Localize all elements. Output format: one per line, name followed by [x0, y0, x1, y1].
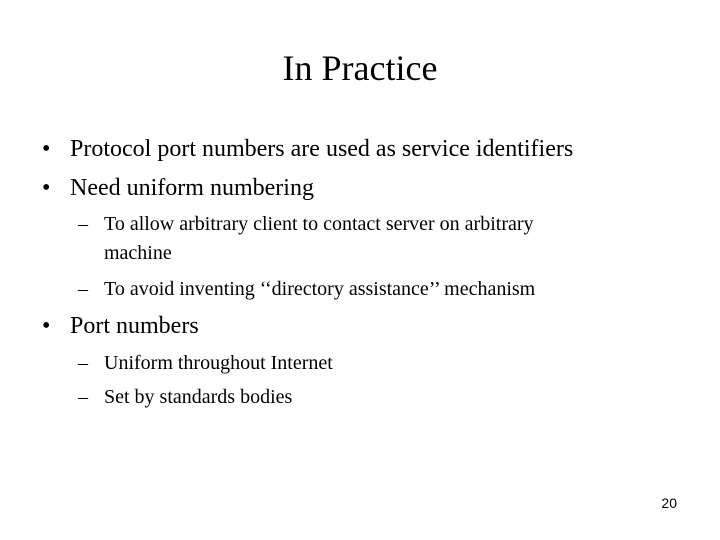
subbullet-directory-assistance: To avoid inventing ‘‘directory assistance’’ mechanism	[104, 278, 536, 300]
bullet-uniform-numbering: Need uniform numbering	[70, 175, 314, 201]
subbullet-standards-bodies: Set by standards bodies	[104, 386, 293, 408]
dash-marker: –	[78, 352, 88, 374]
dash-marker: –	[78, 278, 88, 300]
bullet-marker: •	[42, 175, 51, 201]
bullet-marker: •	[42, 136, 51, 162]
bullet-port-numbers: Port numbers	[70, 313, 199, 339]
dash-marker: –	[78, 386, 88, 408]
slide-title: In Practice	[282, 48, 438, 88]
page-number: 20	[661, 495, 677, 511]
subbullet-arbitrary-client-line2: machine	[104, 242, 172, 264]
subbullet-uniform-internet: Uniform throughout Internet	[104, 352, 333, 374]
bullet-marker: •	[42, 313, 51, 339]
dash-marker: –	[78, 213, 88, 235]
subbullet-arbitrary-client-line1: To allow arbitrary client to contact server on arbitrary	[104, 213, 534, 235]
bullet-service-identifiers: Protocol port numbers are used as service identifiers	[70, 136, 574, 162]
